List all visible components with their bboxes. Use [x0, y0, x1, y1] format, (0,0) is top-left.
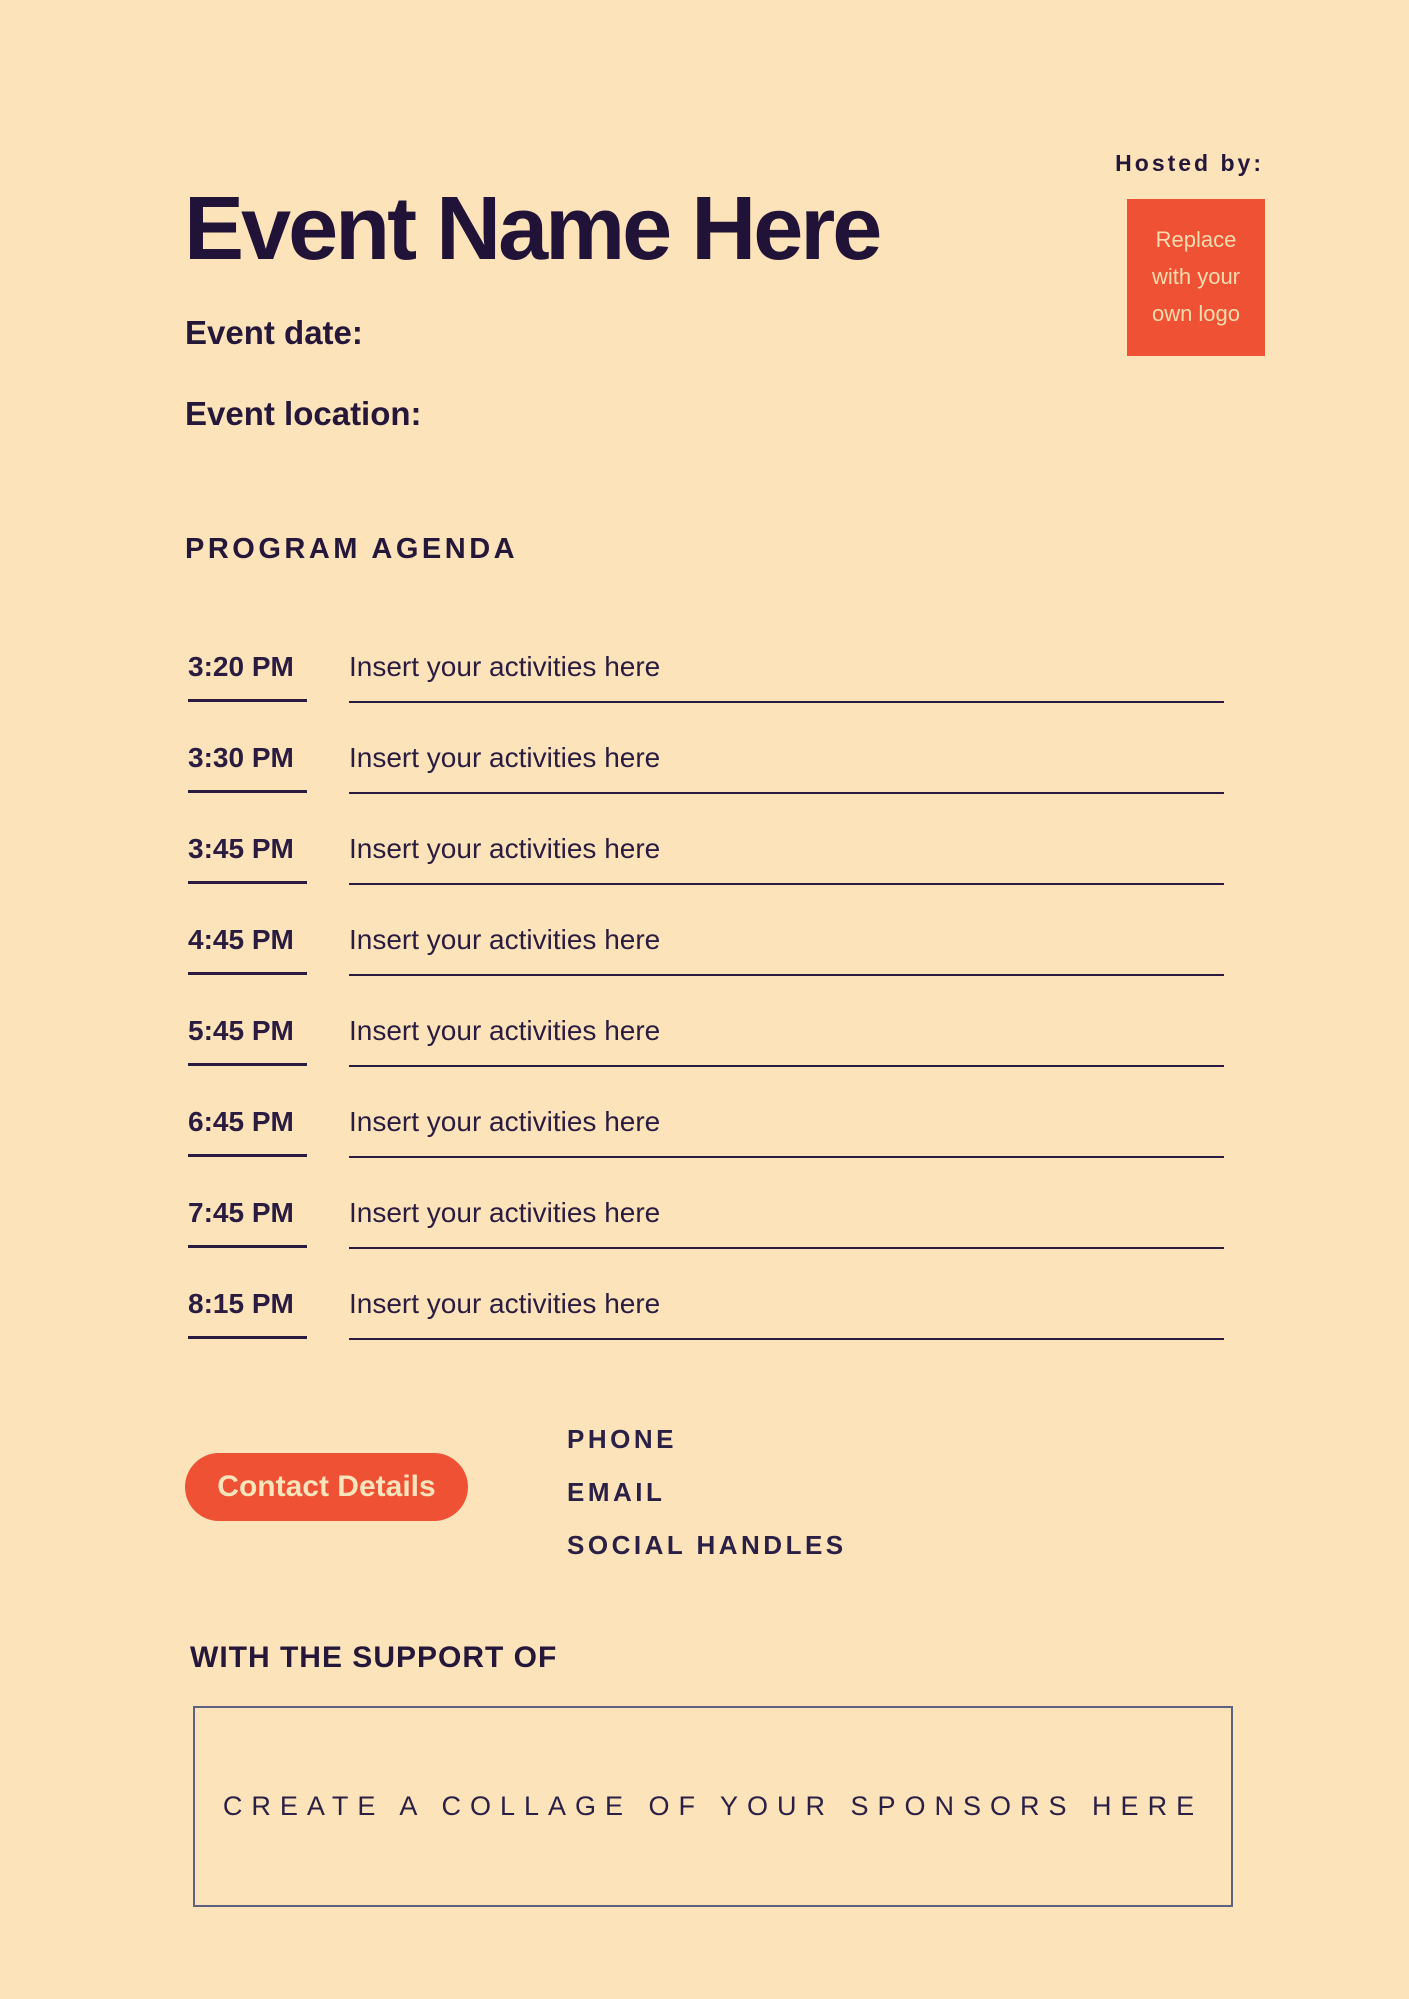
- sponsor-collage-box[interactable]: [193, 1706, 1233, 1907]
- contact-details-button[interactable]: Contact Details: [185, 1453, 468, 1521]
- agenda-row: [188, 736, 1226, 796]
- agenda-time: 3:20 PM: [188, 645, 307, 702]
- agenda-activity-placeholder[interactable]: Insert your activities here: [349, 1191, 1224, 1249]
- agenda-row: [188, 1191, 1226, 1251]
- agenda-list: [188, 645, 1226, 1385]
- agenda-row: [188, 1100, 1226, 1160]
- agenda-time: 7:45 PM: [188, 1191, 307, 1248]
- logo-placeholder-box[interactable]: [1127, 199, 1265, 356]
- agenda-time: 3:30 PM: [188, 736, 307, 793]
- agenda-activity-placeholder[interactable]: Insert your activities here: [349, 1100, 1224, 1158]
- agenda-row: [188, 645, 1226, 705]
- agenda-activity-placeholder[interactable]: Insert your activities here: [349, 1282, 1224, 1340]
- contact-item: SOCIAL HANDLES: [567, 1530, 847, 1560]
- sponsor-collage-placeholder: CREATE A COLLAGE OF YOUR SPONSORS HERE: [222, 1791, 1204, 1821]
- contact-item: EMAIL: [567, 1477, 666, 1507]
- agenda-time: 6:45 PM: [188, 1100, 307, 1157]
- event-title: Event Name Here: [184, 179, 880, 279]
- agenda-time: 3:45 PM: [188, 827, 307, 884]
- event-date-label: Event date:: [185, 314, 363, 351]
- agenda-row: [188, 918, 1226, 978]
- agenda-row: [188, 827, 1226, 887]
- agenda-time: 4:45 PM: [188, 918, 307, 975]
- contact-info-list: [567, 1424, 847, 1583]
- agenda-row: [188, 1282, 1226, 1342]
- agenda-heading: PROGRAM AGENDA: [185, 533, 519, 565]
- agenda-time: 8:15 PM: [188, 1282, 307, 1339]
- agenda-activity-placeholder[interactable]: Insert your activities here: [349, 1009, 1224, 1067]
- sponsors-heading: WITH THE SUPPORT OF: [190, 1641, 558, 1674]
- agenda-time: 5:45 PM: [188, 1009, 307, 1066]
- agenda-row: [188, 1009, 1226, 1069]
- hosted-by-label: Hosted by:: [1115, 150, 1264, 176]
- event-location-label: Event location:: [185, 395, 422, 432]
- contact-item: PHONE: [567, 1424, 677, 1454]
- agenda-activity-placeholder[interactable]: Insert your activities here: [349, 827, 1224, 885]
- logo-placeholder-text: Replace with your own logo: [1151, 227, 1241, 326]
- agenda-activity-placeholder[interactable]: Insert your activities here: [349, 918, 1224, 976]
- agenda-activity-placeholder[interactable]: Insert your activities here: [349, 645, 1224, 703]
- agenda-activity-placeholder[interactable]: Insert your activities here: [349, 736, 1224, 794]
